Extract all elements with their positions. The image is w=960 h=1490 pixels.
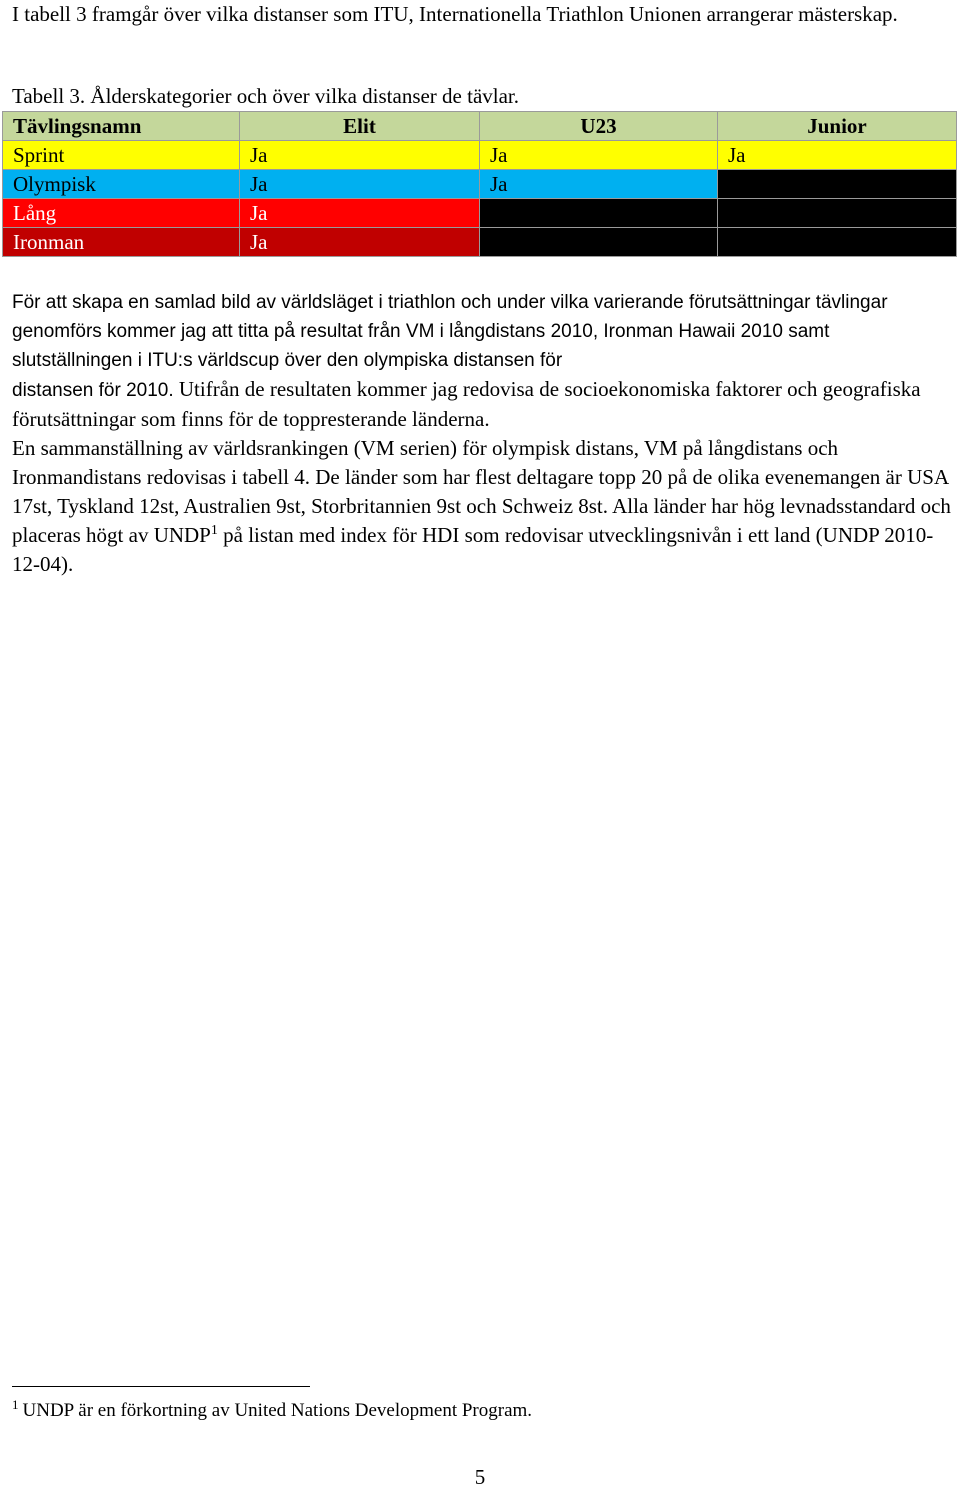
cell-name: Sprint bbox=[3, 141, 240, 170]
footnote-text: UNDP är en förkortning av United Nations Development Program. bbox=[22, 1400, 533, 1421]
summary-paragraph-part1: En sammanställning av världsrankingen (VM serien) för olympisk distans, VM på långdistans och Ironmandistans redovisas i tabell 4. De länder som har flest deltagare topp 20 på de olika evenemangen är USA 17st, Tyskland 12st, Australien 9st, Storbritannien 9st och Schweiz 8st. Alla länder har hög levnadsstandard och placeras högt av UNDP bbox=[12, 436, 951, 547]
age-category-table bbox=[2, 111, 957, 257]
method-paragraph bbox=[12, 288, 952, 375]
footnote-reference[interactable]: 1 bbox=[210, 523, 218, 538]
results-paragraph bbox=[12, 375, 956, 579]
cell-u23: Ja bbox=[480, 170, 718, 199]
cell-junior bbox=[718, 228, 957, 257]
results-paragraph-run1: Utifrån de resultaten kommer jag redovisa de socioekonomiska faktorer och geografiska förutsättningar som finns för de toppresterande länderna. bbox=[12, 377, 921, 431]
intro-paragraph: I tabell 3 framgår över vilka distanser som ITU, Internationella Triathlon Unionen arrangerar mästerskap. bbox=[12, 2, 898, 26]
table-header-row bbox=[3, 112, 957, 141]
footnote-marker: 1 bbox=[12, 1397, 19, 1412]
method-paragraph-tail: distansen för 2010. bbox=[12, 380, 174, 401]
table-row bbox=[3, 170, 957, 199]
method-paragraph-text: För att skapa en samlad bild av världsläget i triathlon och under vilka varierande förutsättningar tävlingar genomförs kommer jag att titta på resultat från VM i långdistans 2010, Ironman Hawaii 2010 samt slutställningen i ITU:s världscup över den olympiska distansen för bbox=[12, 292, 888, 371]
footnote-separator bbox=[12, 1386, 310, 1387]
cell-name: Ironman bbox=[3, 228, 240, 257]
header-cell-junior: Junior bbox=[718, 112, 957, 141]
cell-junior bbox=[718, 199, 957, 228]
header-cell-elit: Elit bbox=[240, 112, 480, 141]
page-number: 5 bbox=[474, 1465, 486, 1489]
header-cell-u23: U23 bbox=[480, 112, 718, 141]
table-caption: Tabell 3. Ålderskategorier och över vilka distanser de tävlar. bbox=[12, 84, 520, 108]
cell-elit: Ja bbox=[240, 170, 480, 199]
cell-elit: Ja bbox=[240, 199, 480, 228]
cell-junior: Ja bbox=[718, 141, 957, 170]
cell-elit: Ja bbox=[240, 141, 480, 170]
cell-u23: Ja bbox=[480, 141, 718, 170]
table-row bbox=[3, 199, 957, 228]
cell-elit: Ja bbox=[240, 228, 480, 257]
table-row bbox=[3, 141, 957, 170]
cell-junior bbox=[718, 170, 957, 199]
footnote bbox=[12, 1398, 952, 1424]
cell-name: Olympisk bbox=[3, 170, 240, 199]
table-row bbox=[3, 228, 957, 257]
summary-paragraph-part2: på listan med index för HDI som redovisar utvecklingsnivån i ett land (UNDP 2010-12-04). bbox=[12, 523, 934, 576]
cell-name: Lång bbox=[3, 199, 240, 228]
header-cell-name: Tävlingsnamn bbox=[3, 112, 240, 141]
cell-u23 bbox=[480, 199, 718, 228]
cell-u23 bbox=[480, 228, 718, 257]
